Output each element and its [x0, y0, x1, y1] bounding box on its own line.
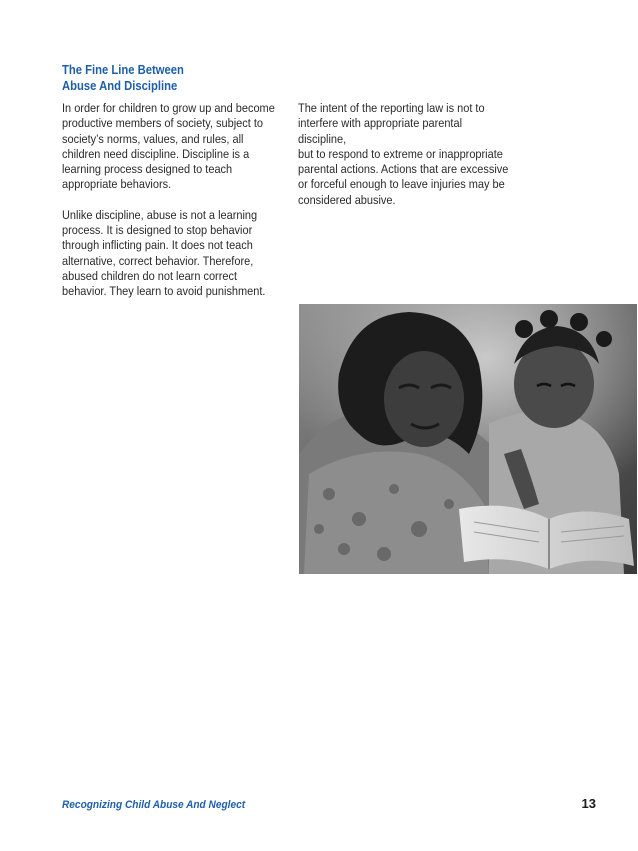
- text-line: through inflicting pain. It does not teach: [62, 238, 253, 253]
- text-line: abused children do not learn correct: [62, 268, 238, 283]
- right-text-column: [298, 101, 512, 223]
- text-line: society’s norms, values, and rules, all: [62, 131, 244, 146]
- text-line: learning process designed to teach: [62, 162, 233, 177]
- left-paragraph-1: [62, 101, 276, 193]
- page-number: 13: [581, 796, 596, 811]
- text-line: parental actions. Actions that are excessive: [298, 162, 509, 177]
- text-line: In order for children to grow up and become: [62, 101, 275, 115]
- mother-child-reading-photo: [299, 304, 637, 574]
- left-text-column: [62, 101, 276, 315]
- left-paragraph-2: [62, 208, 276, 300]
- text-line: considered abusive.: [298, 192, 396, 207]
- section-heading: [62, 63, 269, 94]
- text-line: process. It is designed to stop behavior: [62, 223, 253, 238]
- section-heading-line-1: The Fine Line Between: [62, 63, 184, 77]
- text-line: appropriate behaviors.: [62, 177, 172, 192]
- text-line: children need discipline. Discipline is a: [62, 146, 250, 161]
- section-heading-line-2: Abuse And Discipline: [62, 78, 178, 93]
- text-line: productive members of society, subject to: [62, 116, 263, 131]
- text-line: but to respond to extreme or inappropriate: [298, 146, 503, 161]
- text-line: interfere with appropriate parental discipline,: [298, 116, 463, 146]
- text-line: Unlike discipline, abuse is not a learning: [62, 207, 258, 222]
- text-line: behavior. They learn to avoid punishment.: [62, 284, 266, 299]
- text-line: alternative, correct behavior. Therefore,: [62, 253, 254, 268]
- footer-publication-title: Recognizing Child Abuse And Neglect: [62, 799, 246, 811]
- right-paragraph-1: [298, 101, 512, 208]
- text-line: The intent of the reporting law is not to: [298, 101, 485, 115]
- text-line: or forceful enough to leave injuries may be: [298, 177, 505, 192]
